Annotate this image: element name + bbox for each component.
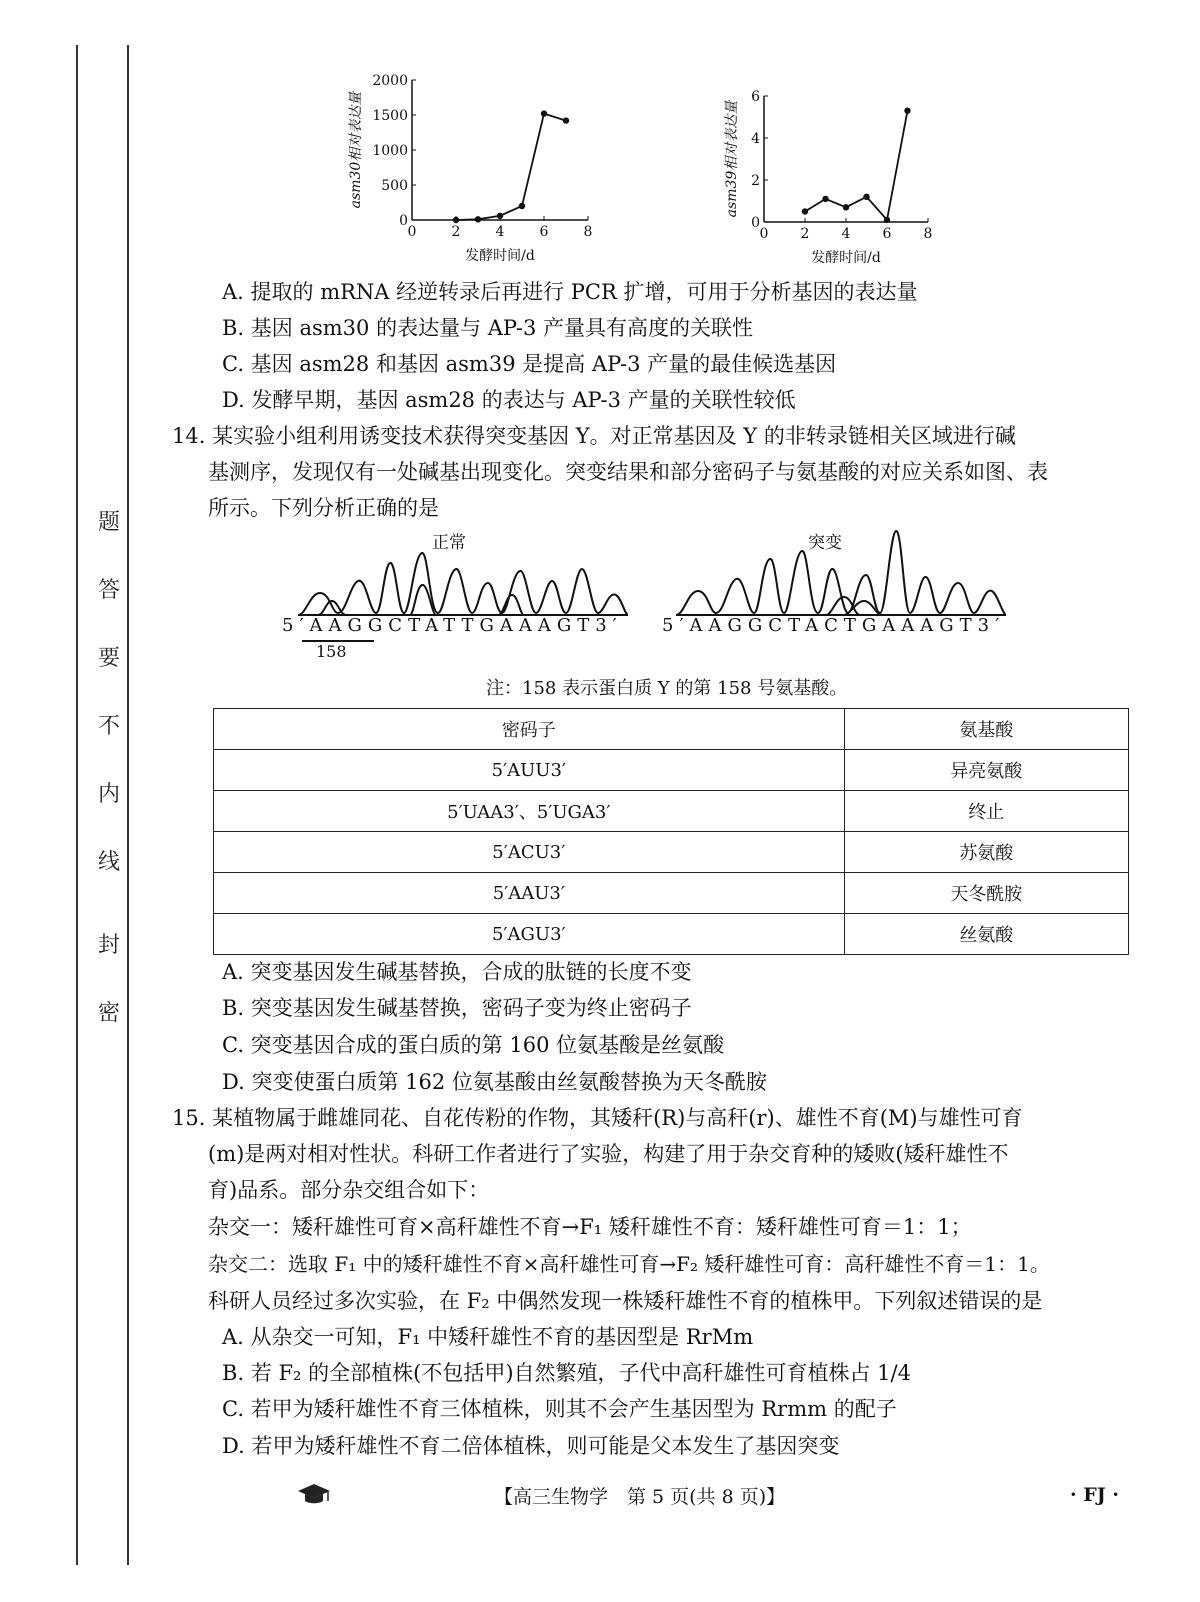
y-tick-label: 2 — [751, 173, 760, 189]
data-point — [863, 194, 869, 200]
q14-option-a: A. 突变基因发生碱基替换，合成的肽链的长度不变 — [222, 960, 692, 984]
y-tick-label: 1500 — [372, 108, 408, 124]
x-tick-label: 6 — [882, 226, 892, 242]
table-cell: 5′AUU3′ — [214, 750, 845, 791]
y-tick-label: 1000 — [372, 143, 408, 159]
mutant-sequence: 5′AAGGCTACTGAAAGT3′ — [662, 615, 1006, 636]
x-axis-title: 发酵时间/d — [811, 250, 881, 266]
table-cell: 异亮氨酸 — [844, 750, 1128, 791]
x-tick-label: 0 — [759, 226, 769, 242]
q15-stem-line: 育)品系。部分杂交组合如下： — [208, 1178, 490, 1202]
series-line — [456, 114, 566, 220]
q14-stem-line: 基测序，发现仅有一处碱基出现变化。突变结果和部分密码子与氨基酸的对应关系如图、表 — [208, 460, 1048, 484]
q15-option-c: C. 若甲为矮秆雄性不育三体植株，则其不会产生基因型为 Rrmm 的配子 — [222, 1397, 897, 1421]
asm39-expression-chart — [720, 80, 960, 270]
normal-sequence: 5′AAGGCTATTGAAAGT3′ — [282, 615, 623, 636]
q14-option-b: B. 突变基因发生碱基替换，密码子变为终止密码子 — [222, 996, 692, 1020]
y-tick-label: 0 — [751, 215, 760, 231]
seal-char: 答 — [98, 578, 121, 603]
table-cell: 丝氨酸 — [844, 914, 1128, 955]
seal-char: 内 — [98, 782, 121, 807]
q15-option-d: D. 若甲为矮秆雄性不育二倍体植株，则可能是父本发生了基因突变 — [222, 1434, 840, 1458]
x-tick-label: 8 — [583, 224, 593, 240]
table-row — [214, 832, 1129, 873]
mutant-label: 突变 — [808, 533, 842, 553]
normal-label: 正常 — [432, 533, 466, 553]
table-row — [214, 750, 1129, 791]
table-cell: 苏氨酸 — [844, 832, 1128, 873]
q15-stem-end: 科研人员经过多次实验，在 F₂ 中偶然发现一株矮秆雄性不育的植株甲。下列叙述错误的是 — [208, 1289, 1043, 1313]
q15-cross-1: 杂交一：矮秆雄性可育×高秆雄性不育→F₁ 矮秆雄性不育：矮秆雄性可育＝1：1； — [208, 1215, 972, 1239]
table-row — [214, 791, 1129, 832]
data-point — [802, 208, 808, 214]
margin-line-outer — [76, 45, 78, 1565]
table-cell: 5′AAU3′ — [214, 873, 845, 914]
q13-option-a: A. 提取的 mRNA 经逆转录后再进行 PCR 扩增，可用于分析基因的表达量 — [222, 280, 918, 304]
margin-line-inner — [127, 45, 129, 1565]
normal-chromatogram — [298, 525, 628, 621]
q13-option-b: B. 基因 asm30 的表达量与 AP-3 产量具有高度的关联性 — [222, 316, 754, 340]
x-tick-label: 8 — [923, 226, 933, 242]
seal-char: 题 — [98, 510, 121, 535]
table-row — [214, 914, 1129, 955]
mutant-chromatogram — [676, 525, 1006, 621]
asm30-expression-chart — [340, 70, 620, 270]
data-point — [843, 204, 849, 210]
data-point — [453, 217, 459, 223]
q14-option-d: D. 突变使蛋白质第 162 位氨基酸由丝氨酸替换为天冬酰胺 — [222, 1070, 767, 1094]
data-point — [904, 108, 910, 114]
codon-amino-acid-table — [213, 708, 1129, 955]
seal-char: 密 — [98, 1001, 121, 1026]
x-tick-label: 2 — [800, 226, 810, 242]
y-axis-title: asm39相对表达量 — [724, 100, 740, 218]
q14-option-c: C. 突变基因合成的蛋白质的第 160 位氨基酸是丝氨酸 — [222, 1033, 725, 1057]
data-point — [822, 196, 828, 202]
x-tick-label: 0 — [407, 224, 417, 240]
q15-option-a: A. 从杂交一可知，F₁ 中矮秆雄性不育的基因型是 RrMm — [222, 1325, 754, 1349]
q15-option-b: B. 若 F₂ 的全部植株(不包括甲)自然繁殖，子代中高秆雄性可育植株占 1/4 — [222, 1361, 911, 1385]
y-tick-label: 2000 — [372, 73, 408, 89]
table-cell: 5′ACU3′ — [214, 832, 845, 873]
table-header-cell: 密码子 — [214, 709, 845, 750]
y-tick-label: 0 — [399, 213, 408, 229]
data-point — [497, 213, 503, 219]
table-cell: 5′AGU3′ — [214, 914, 845, 955]
table-cell: 终止 — [844, 791, 1128, 832]
y-tick-label: 6 — [751, 89, 760, 105]
q14-stem-line: 所示。下列分析正确的是 — [208, 496, 439, 520]
q13-option-d: D. 发酵早期，基因 asm28 的表达与 AP-3 产量的关联性较低 — [222, 388, 796, 412]
q15-stem-line: 15. 某植物属于雌雄同花、自花传粉的作物，其矮秆(R)与高秆(r)、雄性不育(M)与雄性可育 — [172, 1106, 1023, 1130]
x-tick-label: 4 — [841, 226, 851, 242]
q14-stem-line: 14. 某实验小组利用诱变技术获得突变基因 Y。对正常基因及 Y 的非转录链相关区域进行碱 — [172, 424, 1016, 448]
q15-stem-line: (m)是两对相对性状。科研工作者进行了实验，构建了用于杂交育种的矮败(矮秆雄性不 — [208, 1142, 1009, 1166]
seal-char: 封 — [98, 933, 121, 958]
x-tick-label: 6 — [539, 224, 549, 240]
x-axis-title: 发酵时间/d — [465, 248, 535, 264]
data-point — [519, 203, 525, 209]
seal-char: 要 — [98, 646, 121, 671]
table-header-row — [214, 709, 1129, 750]
data-point — [541, 110, 547, 116]
x-tick-label: 4 — [495, 224, 505, 240]
data-point — [475, 216, 481, 222]
seal-char: 线 — [98, 850, 121, 875]
table-header-cell: 氨基酸 — [844, 709, 1128, 750]
table-row — [214, 873, 1129, 914]
y-tick-label: 500 — [381, 178, 408, 194]
table-cell: 天冬酰胺 — [844, 873, 1128, 914]
q13-option-c: C. 基因 asm28 和基因 asm39 是提高 AP-3 产量的最佳候选基因 — [222, 352, 837, 376]
graduation-cap-icon — [296, 1482, 332, 1506]
series-line — [805, 111, 908, 220]
data-point — [563, 117, 569, 123]
q15-cross-2: 杂交二：选取 F₁ 中的矮秆雄性不育×高秆雄性可育→F₂ 矮秆雄性可育：高秆雄性不育＝1：1。 — [208, 1252, 1050, 1276]
y-tick-label: 4 — [751, 131, 760, 147]
data-point — [884, 217, 890, 223]
seal-char: 不 — [98, 714, 121, 739]
page-footer: 【高三生物学 第 5 页(共 8 页)】 — [494, 1486, 786, 1508]
table-cell: 5′UAA3′、5′UGA3′ — [214, 791, 845, 832]
figure-note: 注：158 表示蛋白质 Y 的第 158 号氨基酸。 — [486, 678, 848, 699]
x-tick-label: 2 — [451, 224, 461, 240]
region-code: · FJ · — [1070, 1484, 1119, 1506]
codon-158-marker: 158 — [316, 642, 347, 661]
y-axis-title: asm30相对表达量 — [348, 91, 364, 209]
